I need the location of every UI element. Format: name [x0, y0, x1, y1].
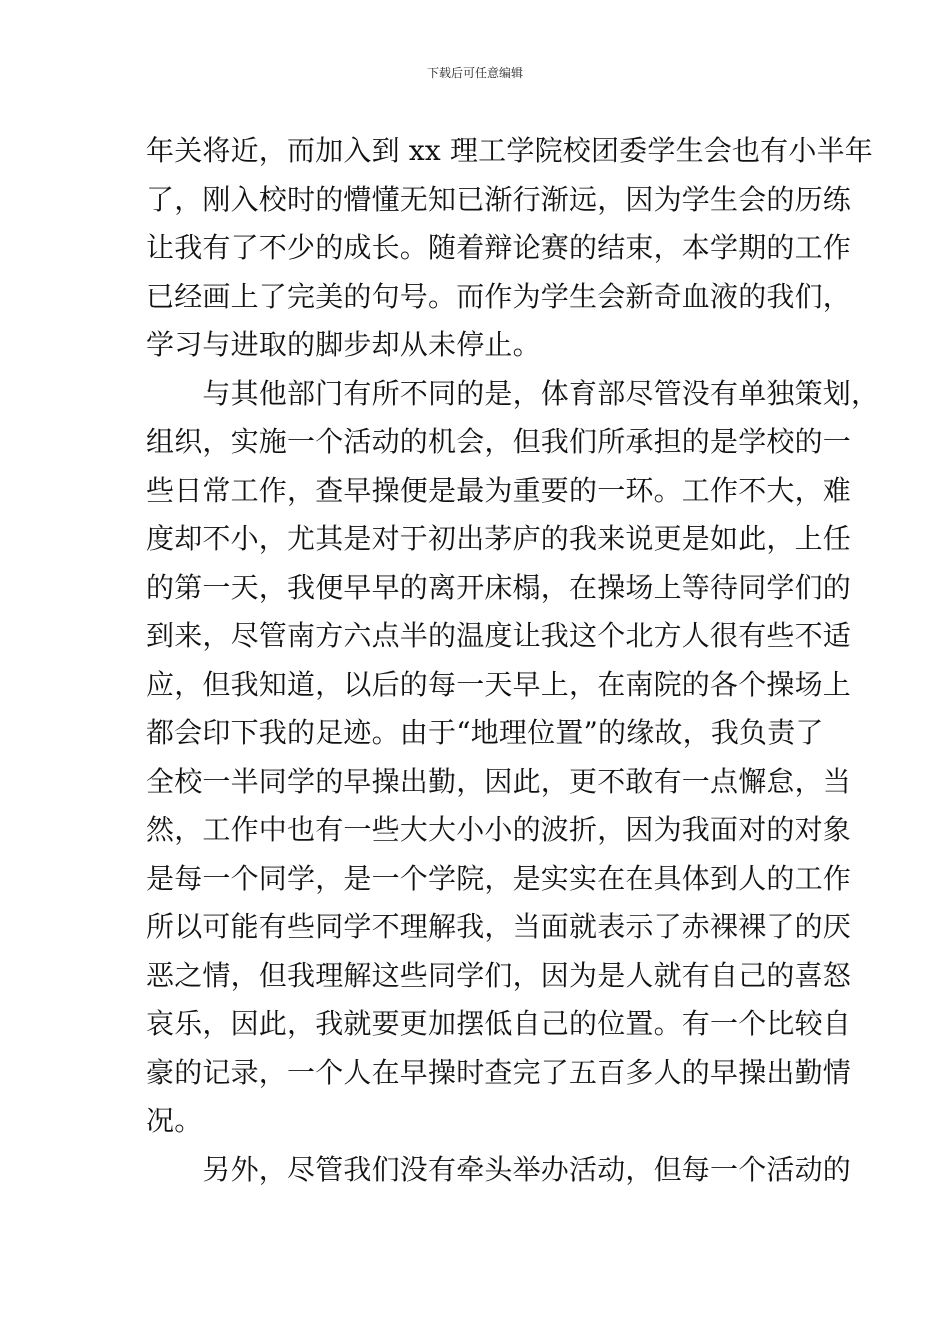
- text-line: 哀乐，因此，我就要更加摆低自己的位置。有一个比较自: [146, 1007, 852, 1040]
- text-line: 到来，尽管南方六点半的温度让我这个北方人很有些不适: [146, 619, 852, 652]
- text-line: 都会印下我的足迹。由于“地理位置”的缘故，我负责了: [146, 716, 824, 749]
- body-text: [146, 127, 880, 1194]
- text-line: 况。: [146, 1104, 203, 1137]
- text-line: 与其他部门有所不同的是，体育部尽管没有单独策划，: [146, 376, 880, 410]
- text-line: 组织，实施一个活动的机会，但我们所承担的是学校的一: [146, 425, 852, 458]
- text-line: 度却不小，尤其是对于初出茅庐的我来说更是如此，上任: [146, 522, 852, 555]
- text-line: 应，但我知道，以后的每一天早上，在南院的各个操场上: [146, 667, 852, 701]
- text-line: 所以可能有些同学不理解我，当面就表示了赤裸裸了的厌: [146, 910, 852, 943]
- text-line: 已经画上了完美的句号。而作为学生会新奇血液的我们，: [146, 279, 852, 313]
- text-line: 了，刚入校时的懵懂无知已渐行渐远，因为学生会的历练: [146, 182, 852, 216]
- text-line: 的第一天，我便早早的离开床榻，在操场上等待同学们的: [146, 570, 852, 604]
- text-line: 恶之情，但我理解这些同学们，因为是人就有自己的喜怒: [146, 958, 852, 992]
- text-line: 然，工作中也有一些大大小小的波折，因为我面对的对象: [146, 813, 852, 846]
- text-line: 豪的记录，一个人在早操时查完了五百多人的早操出勤情: [146, 1055, 852, 1089]
- text-line: 学习与进取的脚步却从未停止。: [146, 328, 541, 361]
- page-header: 下载后可任意编辑: [426, 66, 523, 80]
- text-line: 让我有了不少的成长。随着辩论赛的结束，本学期的工作: [146, 231, 852, 264]
- text-line: 年关将近，而加入到 xx 理工学院校团委学生会也有小半年: [146, 134, 873, 167]
- text-line: 是每一个同学，是一个学院，是实实在在具体到人的工作: [146, 861, 852, 895]
- text-line: 另外，尽管我们没有牵头举办活动，但每一个活动的: [146, 1152, 852, 1186]
- text-line: 些日常工作，查早操便是最为重要的一环。工作不大，难: [146, 473, 852, 507]
- text-line: 全校一半同学的早操出勤，因此，更不敢有一点懈怠，当: [146, 764, 852, 798]
